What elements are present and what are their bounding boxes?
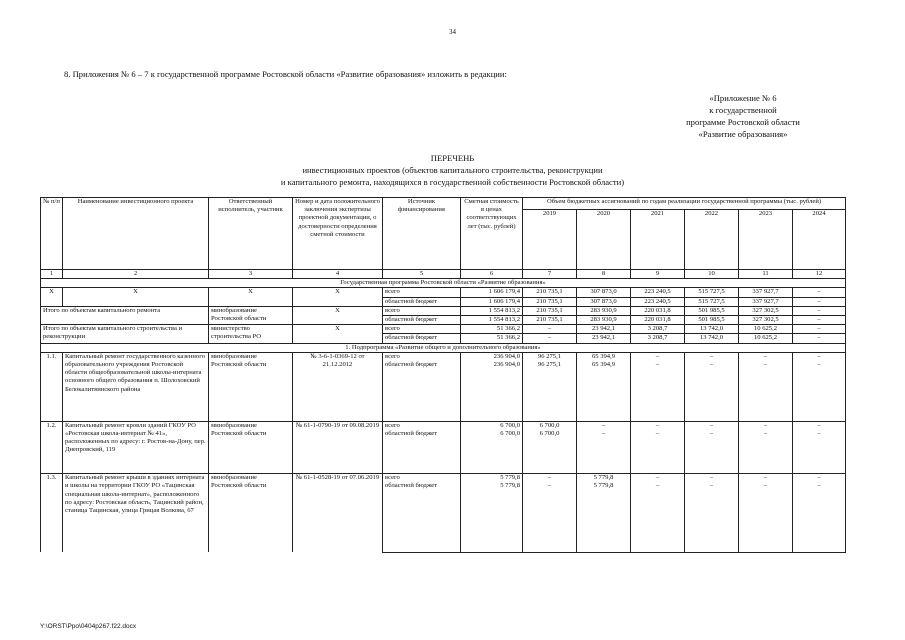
cell-responsible: минобразование Ростовской области xyxy=(209,474,293,553)
cell-year-value: – xyxy=(577,430,631,474)
cell-year-value: – xyxy=(793,482,846,552)
cell-year-value: 210 735,1 xyxy=(523,306,577,315)
cell-responsible: министерство строительства РО xyxy=(209,325,293,343)
cell-year-value: – xyxy=(793,352,846,361)
cell-year-value: – xyxy=(685,482,739,552)
col-number: 5 xyxy=(383,270,461,279)
cell-responsible: Х xyxy=(209,288,293,306)
cell-year-value: 65 394,9 xyxy=(577,361,631,421)
cell-cost: 5 779,8 xyxy=(461,474,523,483)
document-heading xyxy=(0,152,905,188)
cell-year-value: – xyxy=(793,325,846,334)
header-source: Источник финансирования xyxy=(383,198,461,270)
cell-source: всего xyxy=(383,352,461,361)
cell-year-value: – xyxy=(793,316,846,325)
cell-year-value: 210 735,1 xyxy=(523,316,577,325)
cell-year-value: 96 275,1 xyxy=(523,361,577,421)
header-num: № п/п xyxy=(41,198,63,270)
cell-year-value: – xyxy=(793,297,846,306)
cell-year-value: – xyxy=(793,361,846,421)
appendix-line: к государственной xyxy=(709,105,777,115)
col-number: 9 xyxy=(631,270,685,279)
col-number: 10 xyxy=(685,270,739,279)
table-row xyxy=(41,421,846,430)
cell-responsible: минобразование Ростовской области xyxy=(209,421,293,474)
cell-year-value: 220 031,8 xyxy=(631,306,685,315)
cell-cost: 236 904,0 xyxy=(461,361,523,421)
header-expertise: Номер и дата положительного заключения экспертизы проектной документации, о достоверности определения сметной стоимости xyxy=(293,198,383,270)
cell-year-value: 5 779,8 xyxy=(577,474,631,483)
header-year: 2024 xyxy=(793,210,846,270)
header-cost: Сметная стоимость в ценах соответствующих лет (тыс. рублей) xyxy=(461,198,523,270)
col-number: 7 xyxy=(523,270,577,279)
cell-expertise: № 61-1-0528-19 от 07.06.2019 xyxy=(293,474,383,553)
cell-year-value: 283 930,9 xyxy=(577,306,631,315)
table-row xyxy=(41,288,846,297)
cell-num: 1.3. xyxy=(41,474,63,553)
cell-year-value: 210 735,1 xyxy=(523,288,577,297)
col-number: 11 xyxy=(739,270,793,279)
cell-year-value: 501 985,5 xyxy=(685,306,739,315)
cell-responsible: минобразование Ростовской области xyxy=(209,306,293,324)
program-title-row xyxy=(41,279,846,288)
cell-year-value: 307 873,0 xyxy=(577,297,631,306)
cell-year-value: 23 942,1 xyxy=(577,334,631,343)
cell-num: Х xyxy=(41,288,63,306)
heading-line: и капитального ремонта, находящихся в государственной собственности Ростовской области) xyxy=(280,177,625,187)
cell-source: областной бюджет xyxy=(383,316,461,325)
cell-expertise: № 3-6-1-0369-12 от 21.12.2012 xyxy=(293,352,383,421)
cell-year-value: – xyxy=(739,352,793,361)
col-number: 4 xyxy=(293,270,383,279)
cell-year-value: – xyxy=(793,288,846,297)
cell-year-value: – xyxy=(685,474,739,483)
cell-year-value: – xyxy=(739,421,793,430)
cell-year-value: 23 942,1 xyxy=(577,325,631,334)
cell-year-value: 327 302,5 xyxy=(739,306,793,315)
cell-year-value: – xyxy=(685,352,739,361)
cell-year-value: – xyxy=(631,352,685,361)
cell-year-value: 307 873,0 xyxy=(577,288,631,297)
cell-year-value: – xyxy=(631,361,685,421)
header-year: 2019 xyxy=(523,210,577,270)
col-number: 6 xyxy=(461,270,523,279)
col-number: 1 xyxy=(41,270,63,279)
cell-source: всего xyxy=(383,306,461,315)
cell-cost: 51 366,2 xyxy=(461,334,523,343)
header-year: 2022 xyxy=(685,210,739,270)
cell-name: Капитальный ремонт кровли зданий ГКОУ РО «Ростовская школа-интернат № 41», расположенных по адресу: г. Ростов-на-Дону, пер. Днепровский, 119 xyxy=(63,421,209,474)
col-number: 12 xyxy=(793,270,846,279)
cell-responsible: минобразование Ростовской области xyxy=(209,352,293,421)
header-responsible: Ответственный исполнитель, участник xyxy=(209,198,293,270)
cell-year-value: – xyxy=(685,421,739,430)
cell-source: областной бюджет xyxy=(383,297,461,306)
cell-year-value: – xyxy=(631,430,685,474)
header-budget: Объем бюджетных ассигнований по годам реализации государственной программы (тыс. рублей) xyxy=(523,198,846,210)
cell-name: Итого по объектам капитального ремонта xyxy=(41,306,209,324)
cell-year-value: – xyxy=(793,306,846,315)
cell-year-value: 283 930,9 xyxy=(577,316,631,325)
cell-source: всего xyxy=(383,288,461,297)
cell-year-value: 5 779,8 xyxy=(577,482,631,552)
cell-year-value: – xyxy=(793,474,846,483)
col-number: 8 xyxy=(577,270,631,279)
appendix-line: программе Ростовской области xyxy=(686,117,800,127)
cell-year-value: 223 240,5 xyxy=(631,288,685,297)
cell-year-value: 13 742,0 xyxy=(685,334,739,343)
cell-year-value: 210 735,1 xyxy=(523,297,577,306)
col-number: 3 xyxy=(209,270,293,279)
col-number: 2 xyxy=(63,270,209,279)
cell-year-value: 6 700,0 xyxy=(523,421,577,430)
cell-cost: 1 554 813,2 xyxy=(461,316,523,325)
cell-year-value: – xyxy=(631,474,685,483)
cell-year-value: 515 727,5 xyxy=(685,288,739,297)
cell-year-value: 501 985,5 xyxy=(685,316,739,325)
cell-year-value: – xyxy=(739,430,793,474)
subprogram-title: 1. Подпрограмма «Развитие общего и дополнительного образования» xyxy=(41,343,846,352)
cell-cost: 5 779,8 xyxy=(461,482,523,552)
cell-year-value: 13 742,0 xyxy=(685,325,739,334)
cell-expertise: Х xyxy=(293,288,383,306)
cell-year-value: 337 927,7 xyxy=(739,288,793,297)
cell-year-value: 327 302,5 xyxy=(739,316,793,325)
cell-year-value: 337 927,7 xyxy=(739,297,793,306)
cell-source: областной бюджет xyxy=(383,430,461,474)
investment-table xyxy=(40,197,845,553)
table-row xyxy=(41,325,846,334)
header-year: 2020 xyxy=(577,210,631,270)
cell-year-value: 65 394,9 xyxy=(577,352,631,361)
heading-title: ПЕРЕЧЕНЬ xyxy=(430,153,475,163)
appendix-line: «Развитие образования» xyxy=(698,129,788,139)
cell-cost: 6 700,0 xyxy=(461,430,523,474)
cell-year-value: – xyxy=(523,474,577,483)
cell-year-value: – xyxy=(685,361,739,421)
cell-expertise: Х xyxy=(293,306,383,324)
appendix-line: «Приложение № 6 xyxy=(709,93,777,103)
cell-source: областной бюджет xyxy=(383,482,461,552)
cell-num: 1.2. xyxy=(41,421,63,474)
cell-num: 1.1. xyxy=(41,352,63,421)
cell-year-value: – xyxy=(793,421,846,430)
cell-source: областной бюджет xyxy=(383,361,461,421)
cell-year-value: – xyxy=(739,361,793,421)
header-name: Наименование инвестиционного проекта xyxy=(63,198,209,270)
cell-source: всего xyxy=(383,421,461,430)
cell-cost: 1 606 179,4 xyxy=(461,288,523,297)
cell-year-value: 220 031,8 xyxy=(631,316,685,325)
cell-year-value: – xyxy=(739,482,793,552)
cell-name: Капитальный ремонт государственного казенного образовательного учреждения Ростовской области общеобразовательной школы-интерната основного общего образования п. Шолоховский Белокалитвинского района xyxy=(63,352,209,421)
cell-year-value: 223 240,5 xyxy=(631,297,685,306)
cell-name: Капитальный ремонт крыши в зданиях интерната и школы на территории ГКОУ РО «Тацинская специальная школа-интернат», расположенного по адресу: Ростовская область, Тацинский район, станица Тацинская, улица Грицая Волкова, 67 xyxy=(63,474,209,553)
cell-year-value: – xyxy=(739,474,793,483)
cell-year-value: – xyxy=(523,325,577,334)
cell-year-value: – xyxy=(685,430,739,474)
table-row xyxy=(41,474,846,483)
page-number: 34 xyxy=(449,28,456,36)
table-row xyxy=(41,306,846,315)
cell-year-value: – xyxy=(793,334,846,343)
cell-cost: 1 606 179,4 xyxy=(461,297,523,306)
cell-cost: 6 700,0 xyxy=(461,421,523,430)
cell-source: всего xyxy=(383,325,461,334)
cell-year-value: – xyxy=(577,421,631,430)
subprogram-title-row xyxy=(41,343,846,352)
heading-line: инвестиционных проектов (объектов капитального строительства, реконструкции xyxy=(302,165,603,175)
cell-year-value: – xyxy=(631,421,685,430)
cell-cost: 1 554 813,2 xyxy=(461,306,523,315)
cell-source: областной бюджет xyxy=(383,334,461,343)
cell-year-value: – xyxy=(793,430,846,474)
cell-year-value: 3 208,7 xyxy=(631,325,685,334)
program-title: Государственная программа Ростовской области «Развитие образования» xyxy=(41,279,846,288)
cell-year-value: 10 625,2 xyxy=(739,334,793,343)
column-numbers-row xyxy=(41,270,846,279)
header-year: 2021 xyxy=(631,210,685,270)
cell-name: Х xyxy=(63,288,209,306)
cell-expertise: Х xyxy=(293,325,383,343)
header-year: 2023 xyxy=(739,210,793,270)
cell-year-value: – xyxy=(631,482,685,552)
cell-year-value: 96 275,1 xyxy=(523,352,577,361)
cell-name: Итого по объектам капитального строительства и реконструкции xyxy=(41,325,209,343)
cell-year-value: 3 208,7 xyxy=(631,334,685,343)
cell-expertise: № 61-1-0790-19 от 09.08.2019 xyxy=(293,421,383,474)
file-path-footer: Y:\ORST\Ppo\0404p267.f22.docx xyxy=(40,623,137,630)
cell-year-value: 6 700,0 xyxy=(523,430,577,474)
appendix-note xyxy=(653,92,833,140)
cell-cost: 236 904,0 xyxy=(461,352,523,361)
cell-year-value: 10 625,2 xyxy=(739,325,793,334)
cell-cost: 51 366,2 xyxy=(461,325,523,334)
cell-year-value: – xyxy=(523,334,577,343)
intro-text: 8. Приложения № 6 – 7 к государственной программе Ростовской области «Развитие образования» изложить в редакции: xyxy=(64,69,507,79)
cell-source: всего xyxy=(383,474,461,483)
table-row xyxy=(41,352,846,361)
cell-year-value: 515 727,5 xyxy=(685,297,739,306)
cell-year-value: – xyxy=(523,482,577,552)
